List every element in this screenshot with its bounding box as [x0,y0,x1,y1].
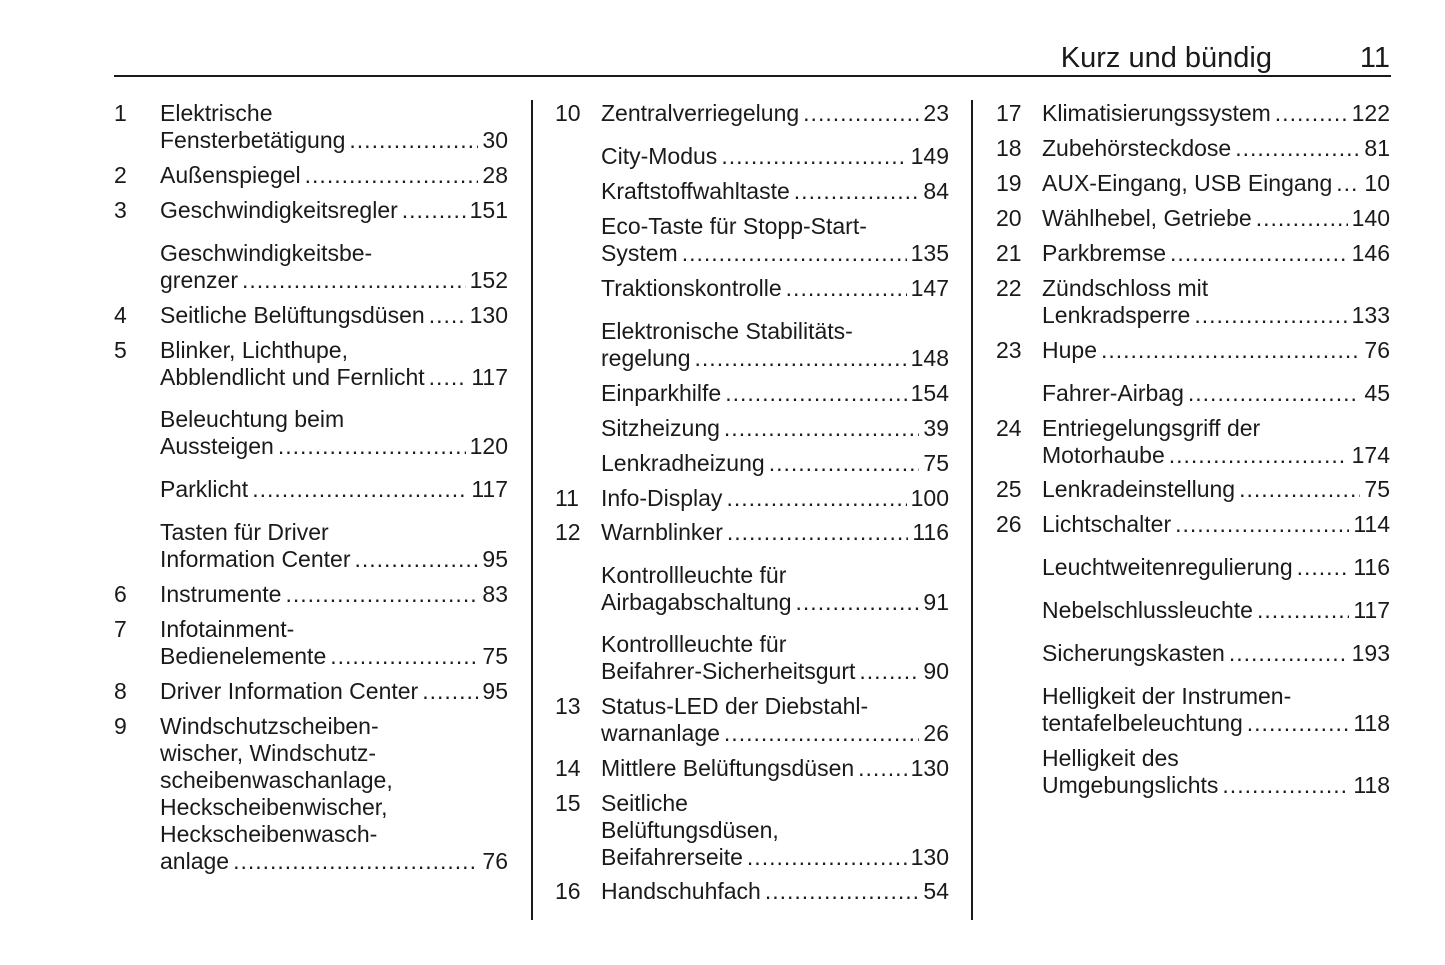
index-entry [555,755,949,782]
entry-number: 1 [114,100,127,126]
entry-label: Zentralverriegelung [601,100,800,126]
index-entry [114,678,508,705]
dot-leader [727,519,908,546]
dot-leader [786,275,907,302]
index-entry [555,878,949,905]
entry-label: Driver Information Center [160,678,419,704]
page-reference: 154 [910,380,949,406]
page-reference: 28 [482,162,508,188]
entry-label: Fahrer-Airbag [1042,380,1184,406]
entry-number: 8 [114,678,127,704]
entry-number: 3 [114,197,127,223]
index-entry [996,415,1390,469]
index-entry [996,240,1390,267]
index-entry [996,337,1390,364]
page-reference: 117 [471,476,508,502]
entry-label: Wählhebel, Getriebe [1042,205,1252,231]
page-reference: 130 [910,755,949,781]
entry-label: AUX-Eingang, USB Eingang [1042,170,1333,196]
index-entry [555,693,949,747]
index-entry [555,631,949,685]
entry-label: Blinker, Lichthupe, [160,337,348,363]
entry-label: Kraftstoffwahltaste [601,178,790,204]
page-reference: 23 [923,100,949,126]
entry-number: 15 [555,790,581,816]
entry-number: 21 [996,240,1022,266]
entry-number: 14 [555,755,581,781]
index-entry [114,162,508,189]
dot-leader [721,143,906,170]
entry-label: Hupe [1042,337,1097,363]
index-entry [996,205,1390,232]
dot-leader [402,197,466,224]
entry-number: 22 [996,275,1022,301]
page-reference: 193 [1351,640,1390,666]
entry-label: Geschwindigkeitsregler [160,197,398,223]
dot-leader [1257,597,1349,624]
entry-label: City-Modus [601,143,718,169]
entry-number: 4 [114,302,127,328]
index-entry [555,275,949,302]
page-reference: 118 [1353,710,1390,736]
entry-label: Beleuchtung beim [160,406,345,432]
index-entry [996,511,1390,538]
dot-leader [1336,170,1360,197]
entry-label: Handschuhfach [601,878,761,904]
entry-label: Geschwindigkeitsbe- [160,240,373,266]
entry-label: Eco-Taste für Stopp-Start- [601,213,867,239]
entry-label: Nebelschlussleuchte [1042,597,1253,623]
entry-label: Tasten für Driver [160,519,329,545]
entry-number: 10 [555,100,581,126]
entry-number: 2 [114,162,127,188]
entry-label: Mittlere Belüftungsdüsen [601,755,855,781]
dot-leader [1101,337,1360,364]
page-reference: 151 [469,197,508,223]
entry-label: Kontrollleuchte für [601,562,787,588]
dot-leader [354,546,478,573]
index-entry [555,100,949,127]
dot-leader [726,485,906,512]
page-reference: 117 [1353,597,1390,623]
index-entry [555,485,949,512]
entry-label: Einparkhilfe [601,380,722,406]
dot-leader [233,848,478,875]
index-entry [114,100,508,154]
page-reference: 54 [923,878,949,904]
entry-label: Beifahrerseite [601,844,743,870]
index-entry [996,135,1390,162]
dot-leader [252,476,467,503]
page-reference: 174 [1351,442,1390,468]
entry-label: Umgebungslichts [1042,772,1219,798]
dot-leader [1194,302,1347,329]
dot-leader [724,720,919,747]
page-reference: 118 [1353,772,1390,798]
page-reference: 122 [1351,100,1390,126]
entry-label: Klimatisierungssystem [1042,100,1271,126]
dot-leader [242,267,466,294]
entry-number: 23 [996,337,1022,363]
entry-number: 16 [555,878,581,904]
entry-label: Aussteigen [160,433,274,459]
index-entry [996,170,1390,197]
page-reference: 45 [1364,380,1390,406]
index-entry [114,476,508,503]
page-reference: 100 [910,485,949,511]
entry-label: Windschutzscheiben- [160,713,379,739]
dot-leader [682,240,907,267]
dot-leader [725,380,906,407]
entry-label: Zubehörsteckdose [1042,135,1232,161]
page-reference: 146 [1351,240,1390,266]
entry-label: Heckscheibenwischer, [160,794,388,820]
entry-label: Seitliche Belüftungsdüsen [160,302,425,328]
page-reference: 91 [923,589,949,615]
page-number: 11 [1359,42,1390,74]
dot-leader [724,415,919,442]
index-entry [114,519,508,573]
index-entry [555,562,949,616]
entry-label: Belüftungsdüsen, [601,817,779,843]
dot-leader [349,127,478,154]
dot-leader [285,581,478,608]
entry-label: Zündschloss mit [1042,275,1209,301]
dot-leader [1169,442,1348,469]
entry-label: Elektronische Stabilitäts- [601,318,853,344]
page-reference: 152 [469,267,508,293]
entry-label: Lenkradeinstellung [1042,476,1236,502]
index-entry [114,302,508,329]
entry-label: Lichtschalter [1042,511,1172,537]
entry-label: Heckscheibenwasch- [160,821,378,847]
entry-label: Motorhaube [1042,442,1165,468]
entry-label: Traktionskontrolle [601,275,782,301]
entry-label: Airbagabschaltung [601,589,792,615]
page-reference: 75 [482,643,508,669]
dot-leader [794,178,920,205]
index-entry [114,240,508,294]
page-reference: 75 [1364,476,1390,502]
entry-label: scheibenwaschanlage, [160,767,393,793]
entry-label: Leuchtweitenregulierung [1042,554,1293,580]
column-divider [971,100,973,920]
entry-number: 7 [114,616,127,642]
dot-leader [305,162,479,189]
page-reference: 117 [471,364,508,390]
dot-leader [1229,640,1348,667]
header-rule [114,75,1391,77]
entry-label: Entriegelungsgriff der [1042,415,1261,441]
entry-label: Kontrollleuchte für [601,631,787,657]
entry-label: Fensterbetätigung [160,127,346,153]
dot-leader [803,100,919,127]
page-reference: 75 [923,450,949,476]
entry-label: Beifahrer-Sicherheitsgurt [601,658,856,684]
entry-label: anlage [160,848,230,874]
index-entry [996,275,1390,329]
entry-label: Instrumente [160,581,282,607]
dot-leader [1175,511,1349,538]
entry-label: tentafelbeleuchtung [1042,710,1243,736]
page-reference: 90 [923,658,949,684]
entry-label: Bedienelemente [160,643,327,669]
entry-number: 13 [555,693,581,719]
index-entry [114,581,508,608]
entry-number: 11 [555,485,579,511]
index-entry [555,143,949,170]
dot-leader [429,302,466,329]
entry-number: 24 [996,415,1022,441]
page-reference: 120 [469,433,508,459]
entry-label: Abblendlicht und Fernlicht [160,364,425,390]
page-reference: 114 [1353,511,1390,537]
entry-number: 18 [996,135,1022,161]
page-reference: 10 [1364,170,1390,196]
index-entry [555,380,949,407]
page-reference: 148 [910,345,949,371]
entry-label: Sitzheizung [601,415,720,441]
dot-leader [747,844,907,871]
index-entry [114,406,508,460]
index-entry [114,197,508,224]
page-reference: 81 [1364,135,1390,161]
entry-label: Helligkeit der Instrumen- [1042,683,1292,709]
dot-leader [278,433,466,460]
entry-label: Parklicht [160,476,249,502]
entry-label: Info-Display [601,485,723,511]
dot-leader [769,450,920,477]
entry-number: 17 [996,100,1022,126]
page-reference: 116 [912,519,949,545]
entry-label: Außenspiegel [160,162,301,188]
page-reference: 147 [910,275,949,301]
entry-label: Warnblinker [601,519,723,545]
page-reference: 130 [910,844,949,870]
dot-leader [1188,380,1361,407]
page-title: Kurz und bündig [1060,42,1272,74]
entry-number: 20 [996,205,1022,231]
index-entry [996,745,1390,799]
index-entry [996,597,1390,624]
index-entry [555,415,949,442]
entry-label: Sicherungskasten [1042,640,1225,666]
entry-label: Seitliche [601,790,688,816]
dot-leader [1222,772,1349,799]
entry-label: Elektrische [160,100,273,126]
page-reference: 83 [482,581,508,607]
page-reference: 76 [1364,337,1390,363]
index-entry [555,519,949,546]
page-reference: 135 [910,240,949,266]
page-reference: 133 [1351,302,1390,328]
entry-label: System [601,240,678,266]
dot-leader [330,643,478,670]
entry-label: regelung [601,345,691,371]
dot-leader [1275,100,1348,127]
page-reference: 140 [1351,205,1390,231]
index-entry [555,178,949,205]
page-reference: 84 [923,178,949,204]
index-entry [555,790,949,871]
index-entry [555,318,949,372]
dot-leader [1247,710,1350,737]
page-reference: 130 [469,302,508,328]
index-entry [555,450,949,477]
index-entry [114,337,508,391]
entry-number: 6 [114,581,127,607]
dot-leader [422,678,478,705]
entry-label: Information Center [160,546,351,572]
entry-label: Helligkeit des [1042,745,1179,771]
page-reference: 76 [482,848,508,874]
index-entry [555,213,949,267]
column-divider [531,100,533,920]
entry-label: grenzer [160,267,238,293]
dot-leader [1256,205,1348,232]
entry-number: 12 [555,519,581,545]
entry-label: Parkbremse [1042,240,1166,266]
entry-number: 5 [114,337,127,363]
page-reference: 26 [923,720,949,746]
entry-label: Status-LED der Diebstahl- [601,693,869,719]
entry-number: 9 [114,713,127,739]
dot-leader [858,755,906,782]
index-entry [996,683,1390,737]
index-entry [114,616,508,670]
index-entry [996,640,1390,667]
index-entry [996,100,1390,127]
dot-leader [796,589,920,616]
page-reference: 30 [482,127,508,153]
entry-label: Infotainment- [160,616,295,642]
entry-number: 26 [996,511,1022,537]
entry-label: warnanlage [601,720,720,746]
page-reference: 95 [482,546,508,572]
dot-leader [429,364,468,391]
entry-number: 19 [996,170,1022,196]
entry-label: Lenkradheizung [601,450,765,476]
index-entry [996,554,1390,581]
dot-leader [1297,554,1350,581]
page-reference: 39 [923,415,949,441]
index-entry [996,476,1390,503]
entry-label: Lenkradsperre [1042,302,1191,328]
index-entry [996,380,1390,407]
page-reference: 149 [910,143,949,169]
dot-leader [859,658,919,685]
page-reference: 116 [1353,554,1390,580]
page-reference: 95 [482,678,508,704]
entry-label: wischer, Windschutz- [160,740,377,766]
dot-leader [1239,476,1360,503]
index-entry [114,713,508,875]
dot-leader [1170,240,1348,267]
dot-leader [695,345,907,372]
entry-number: 25 [996,476,1022,502]
dot-leader [1235,135,1360,162]
dot-leader [765,878,920,905]
